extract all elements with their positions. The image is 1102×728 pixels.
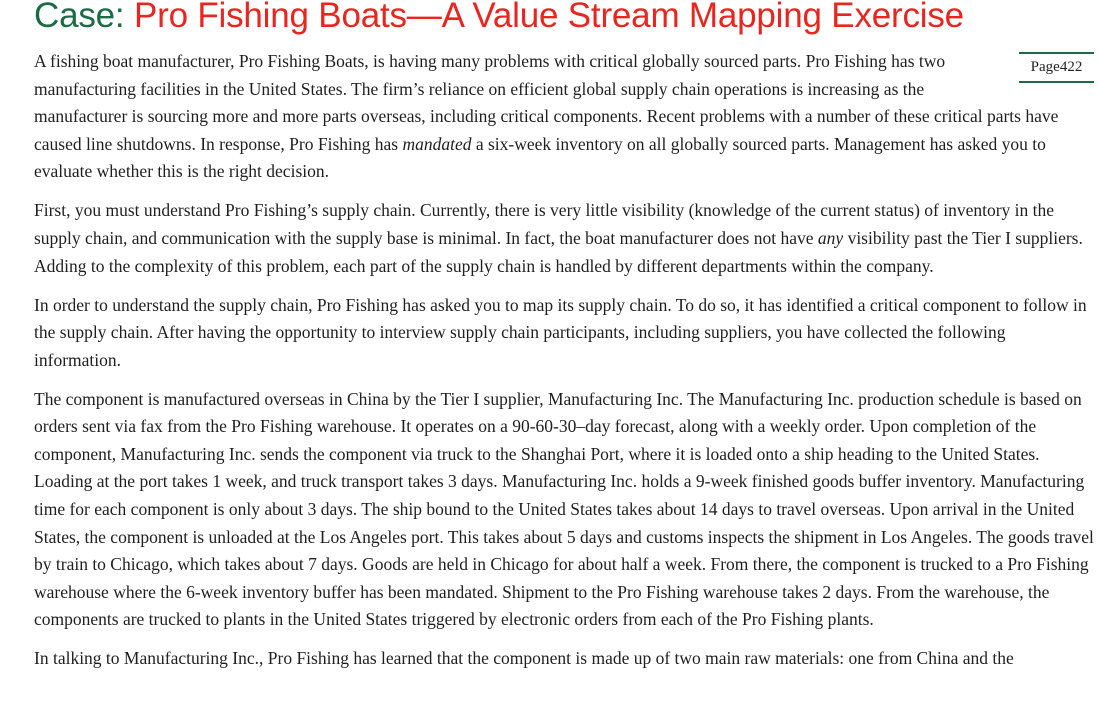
emphasis-any: any [817, 227, 844, 248]
page-number-marker: Page422 [1019, 52, 1094, 83]
paragraph-intro-text-2: a six-week inventory on all globally sourced parts. Management has asked you to evaluate whether this is the right decision. [34, 133, 1046, 182]
paragraph-component-flow: The component is manufactured overseas in China by the Tier I supplier, Manufacturing Inc. The Manufacturing Inc. production schedule is based on orders sent via fax from the Pro Fishing warehouse. It operates on a 90-60-30–day forecast, along with a weekly order. Upon completion of the component, Manufacturing Inc. sends the component via truck to the Shanghai Port, where it is loaded onto a ship heading to the United States. Loading at the port takes 1 week, and truck transport takes 3 days. Manufacturing Inc. holds a 9-week finished goods buffer inventory. Manufacturing time for each component is only about 3 days. The ship bound to the United States takes about 14 days to travel overseas. Upon arrival in the United States, the component is unloaded at the Los Angeles port. This takes about 5 days and customs inspects the shipment in Los Angeles. The goods travel by train to Chicago, which takes about 7 days. Goods are held in Chicago for about half a week. From there, the component is trucked to a Pro Fishing warehouse where the 6-week inventory buffer has been mandated. Shipment to the Pro Fishing warehouse takes 2 days. From the warehouse, the components are trucked to plants in the United States triggered by electronic orders from each of the Pro Fishing plants. [34, 388, 1094, 630]
paragraph-visibility-text-2: visibility past the Tier I suppliers. Adding to the complexity of this problem, each part of the supply chain is handled by different departments within the company. [34, 227, 1083, 276]
emphasis-mandated: mandated [402, 133, 472, 154]
paragraph-intro-text-1: A fishing boat manufacturer, Pro Fishing Boats, is having many problems with critical globally sourced parts. Pro Fishing has two manufacturing facilities in the United States. The firm’s reliance on efficient global supply chain operations is increasing as the manufacturer is sourcing more and more parts overseas, including critical components. Recent problems with a number of these critical parts have caused line shutdowns. In response, Pro Fishing has [34, 51, 1059, 154]
paragraph-intro [34, 48, 1096, 186]
paragraph-visibility-text-1: First, you must understand Pro Fishing’s supply chain. Currently, there is very little visibility (knowledge of the current status) of inventory in the supply chain, and communication with the supply base is minimal. In fact, the boat manufacturer does not have [34, 200, 1055, 248]
paragraph-mapping-task: In order to understand the supply chain, Pro Fishing has asked you to map its supply chain. To do so, it has identified a critical component to follow in the supply chain. After having the opportunity to interview supply chain participants, including suppliers, you have collected the following information. [34, 294, 1087, 370]
case-title: Pro Fishing Boats—A Value Stream Mapping Exercise [133, 0, 964, 35]
case-body [34, 48, 1096, 684]
paragraph-visibility [34, 197, 1096, 280]
paragraph-raw-materials: In talking to Manufacturing Inc., Pro Fishing has learned that the component is made up of two main raw materials: one from China and the [34, 648, 1014, 669]
case-prefix: Case: [34, 0, 134, 35]
case-heading [34, 0, 964, 38]
